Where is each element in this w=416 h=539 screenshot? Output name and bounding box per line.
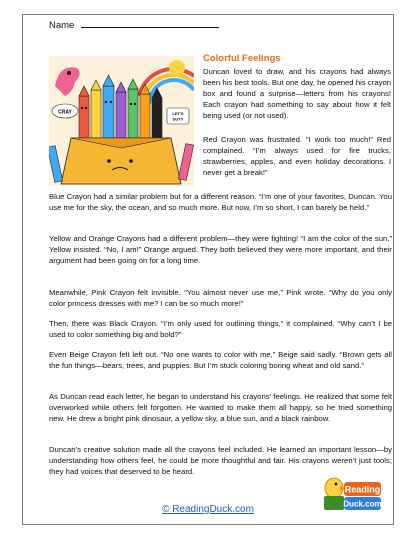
name-field-row [49,18,219,31]
story-paragraph-7: Even Beige Crayon felt left out. “No one wants to color with me,” Beige said sadly. “Brown gets all the fun things—bears, trees, and puppies. But I’m stuck coloring boring wheat and old sand.” [49,350,392,370]
readingduck-logo [320,470,382,514]
crayon-box-illustration [49,56,194,186]
story-paragraph-4: Yellow and Orange Crayons had a different problem—they were fighting! “I am the color of the sun,” Yellow insisted. “No, I am!” Orange argued. They both believed they were more important, and their argument had been going on for a long time. [49,234,392,265]
readingduck-link-text[interactable]: © ReadingDuck.com [162,504,254,515]
story-title: Colorful Feelings [203,53,281,64]
name-write-line [81,18,219,28]
story-paragraph-5: Meanwhile, Pink Crayon felt invisible. “You almost never use me,” Pink wrote. “Why do you only color princess dresses with me? I can be so much more!” [49,288,392,308]
story-paragraph-8: As Duncan read each letter, he began to understand his crayons’ feelings. He realized that some felt overworked while others felt forgotten. He wanted to make them all happy, so he tried something new. He drew a bright pink dinosaur, a yellow sky, a blue sun, and a black rainbow. [49,392,392,423]
story-paragraph-6: Then, there was Black Crayon. “I’m only used for outlining things,” it complained. “Why can’t I be used to color something big and bold?” [49,319,392,339]
worksheet-page [22,14,394,525]
logo-word-reading: Reading [344,484,381,495]
name-label: Name [49,20,75,31]
logo-word-duck: Duck.com [343,499,382,509]
svg-text:LET'S: LET'S [172,111,184,116]
story-paragraph-1: Duncan loved to draw, and his crayons had always been his best tools. But one day, he opened his crayon box and found a surprise—letters from his crayons! Each crayon had something to say about how it felt being used (or not used). [203,67,391,120]
svg-text:DUTY: DUTY [172,116,184,122]
story-paragraph-3: Blue Crayon had a similar problem but for a different reason. “I’m one of your favorites, Duncan. You use me for the sky, the ocean, and so much more. But now, I’m so short, I can barely be held.” [49,192,392,212]
sign-left-text: CRAY [58,109,72,116]
story-paragraph-2: Red Crayon was frustrated. “I work too much!” Red complained. “I’m always used for fire trucks, strawberries, apples, and even holiday decorations. I never get a break!” [203,135,391,177]
story-paragraph-9: Duncan’s creative solution made all the crayons feel included. He learned an important lesson—by understanding how others feel, he could be more thoughtful and fair. His crayons weren’t just tools; they had voices that deserved to be heard. [49,445,392,476]
